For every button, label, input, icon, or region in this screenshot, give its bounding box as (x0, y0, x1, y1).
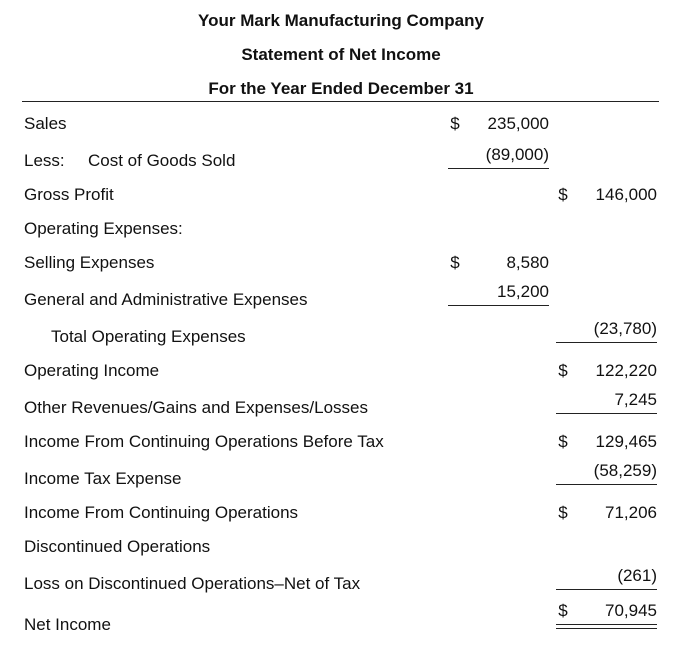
other-gains-losses-label: Other Revenues/Gains and Expenses/Losses (24, 398, 368, 417)
selling-expenses-amount: 8,580 (506, 253, 549, 272)
sales-label: Sales (24, 114, 67, 133)
cogs-amount: (89,000) (485, 145, 549, 164)
net-income-total: 70,945 (605, 601, 657, 620)
loss-discontinued-total: (261) (617, 566, 657, 585)
income-before-tax-dollar-sign: $ (558, 432, 568, 451)
net-income-double-underline-bottom (556, 628, 657, 629)
income-before-tax-total: 129,465 (595, 432, 657, 451)
total-operating-expenses-total: (23,780) (593, 319, 657, 338)
sales-amount: 235,000 (487, 114, 549, 133)
other-gains-losses-total: 7,245 (614, 390, 657, 409)
general-admin-amount: 15,200 (497, 282, 549, 301)
loss-discontinued-label: Loss on Discontinued Operations–Net of Tax (24, 574, 361, 593)
company-name: Your Mark Manufacturing Company (198, 11, 484, 30)
income-tax-label: Income Tax Expense (24, 469, 182, 488)
net-income-double-underline-top (556, 624, 657, 625)
operating-income-label: Operating Income (24, 361, 160, 380)
loss-discontinued-underline (556, 589, 657, 590)
net-income-label: Net Income (24, 615, 111, 634)
gross-profit-total: 146,000 (595, 185, 657, 204)
operating-expenses-underline (448, 305, 549, 306)
header-rule (22, 101, 659, 102)
net-income-dollar-sign: $ (558, 601, 568, 620)
statement-title: Statement of Net Income (241, 45, 441, 64)
total-operating-expenses-label: Total Operating Expenses (51, 327, 246, 346)
statement-period: For the Year Ended December 31 (208, 79, 474, 98)
cogs-prefix: Less: (24, 151, 65, 170)
other-gains-underline (556, 413, 657, 414)
income-continuing-label: Income From Continuing Operations (24, 503, 299, 522)
general-admin-label: General and Administrative Expenses (24, 290, 308, 309)
income-tax-underline (556, 484, 657, 485)
selling-dollar-sign: $ (450, 253, 460, 272)
cogs-label: Cost of Goods Sold (88, 151, 236, 170)
gross-profit-label: Gross Profit (24, 185, 114, 204)
sales-dollar-sign: $ (450, 114, 460, 133)
operating-income-dollar-sign: $ (558, 361, 568, 380)
cogs-underline (448, 168, 549, 169)
selling-expenses-label: Selling Expenses (24, 253, 155, 272)
gross-profit-dollar-sign: $ (558, 185, 568, 204)
income-tax-total: (58,259) (593, 461, 657, 480)
income-before-tax-label: Income From Continuing Operations Before Tax (24, 432, 384, 451)
total-operating-underline (556, 342, 657, 343)
income-continuing-dollar-sign: $ (558, 503, 568, 522)
operating-expenses-heading: Operating Expenses: (24, 219, 183, 238)
discontinued-operations-heading: Discontinued Operations (24, 537, 211, 556)
income-continuing-total: 71,206 (605, 503, 657, 522)
operating-income-total: 122,220 (595, 361, 657, 380)
